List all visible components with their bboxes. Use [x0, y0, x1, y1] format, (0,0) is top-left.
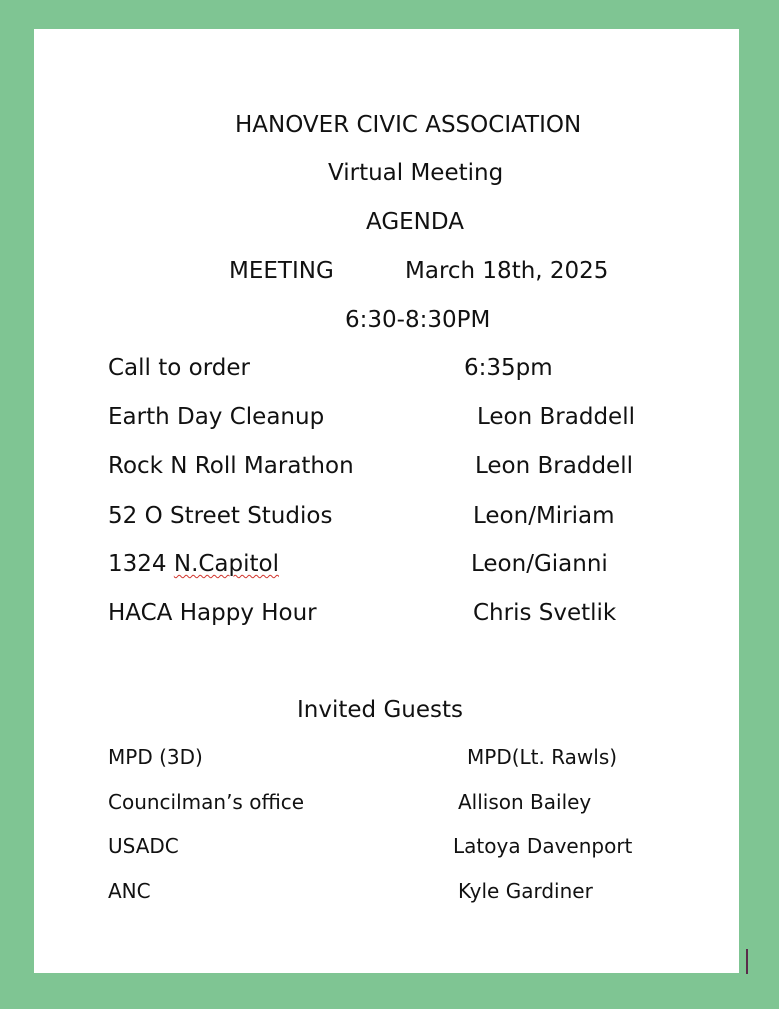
text-cursor	[746, 949, 748, 974]
guest-org: Councilman’s office	[108, 790, 305, 814]
guests-heading: Invited Guests	[297, 697, 463, 723]
guest-name: MPD(Lt. Rawls)	[467, 745, 618, 769]
meeting-label: MEETING	[229, 258, 334, 284]
meeting-date: March 18th, 2025	[405, 258, 609, 284]
agenda-presenter: Chris Svetlik	[473, 600, 617, 626]
agenda-presenter: Leon Braddell	[475, 453, 633, 479]
guest-org: MPD (3D)	[108, 745, 203, 769]
document-page[interactable]	[34, 29, 739, 973]
guest-name: Allison Bailey	[458, 790, 592, 814]
agenda-heading: AGENDA	[366, 209, 464, 235]
agenda-item: Earth Day Cleanup	[108, 404, 325, 430]
meeting-type: Virtual Meeting	[328, 160, 504, 186]
agenda-presenter: Leon/Gianni	[471, 551, 608, 577]
agenda-presenter: 6:35pm	[464, 355, 553, 381]
agenda-item: HACA Happy Hour	[108, 600, 317, 626]
agenda-item: Rock N Roll Marathon	[108, 453, 354, 479]
agenda-item: 52 O Street Studios	[108, 503, 333, 529]
guest-org: USADC	[108, 834, 179, 858]
agenda-item: Call to order	[108, 355, 250, 381]
organization-title: HANOVER CIVIC ASSOCIATION	[235, 112, 582, 138]
guest-name: Latoya Davenport	[453, 834, 633, 858]
agenda-presenter: Leon Braddell	[477, 404, 635, 430]
spellcheck-flagged-word[interactable]: N.Capitol	[173, 551, 279, 577]
agenda-presenter: Leon/Miriam	[473, 503, 615, 529]
guest-name: Kyle Gardiner	[458, 879, 593, 903]
meeting-time: 6:30-8:30PM	[345, 307, 491, 333]
agenda-item	[108, 553, 279, 576]
guest-org: ANC	[108, 879, 151, 903]
agenda-item-prefix: 1324	[108, 551, 174, 577]
